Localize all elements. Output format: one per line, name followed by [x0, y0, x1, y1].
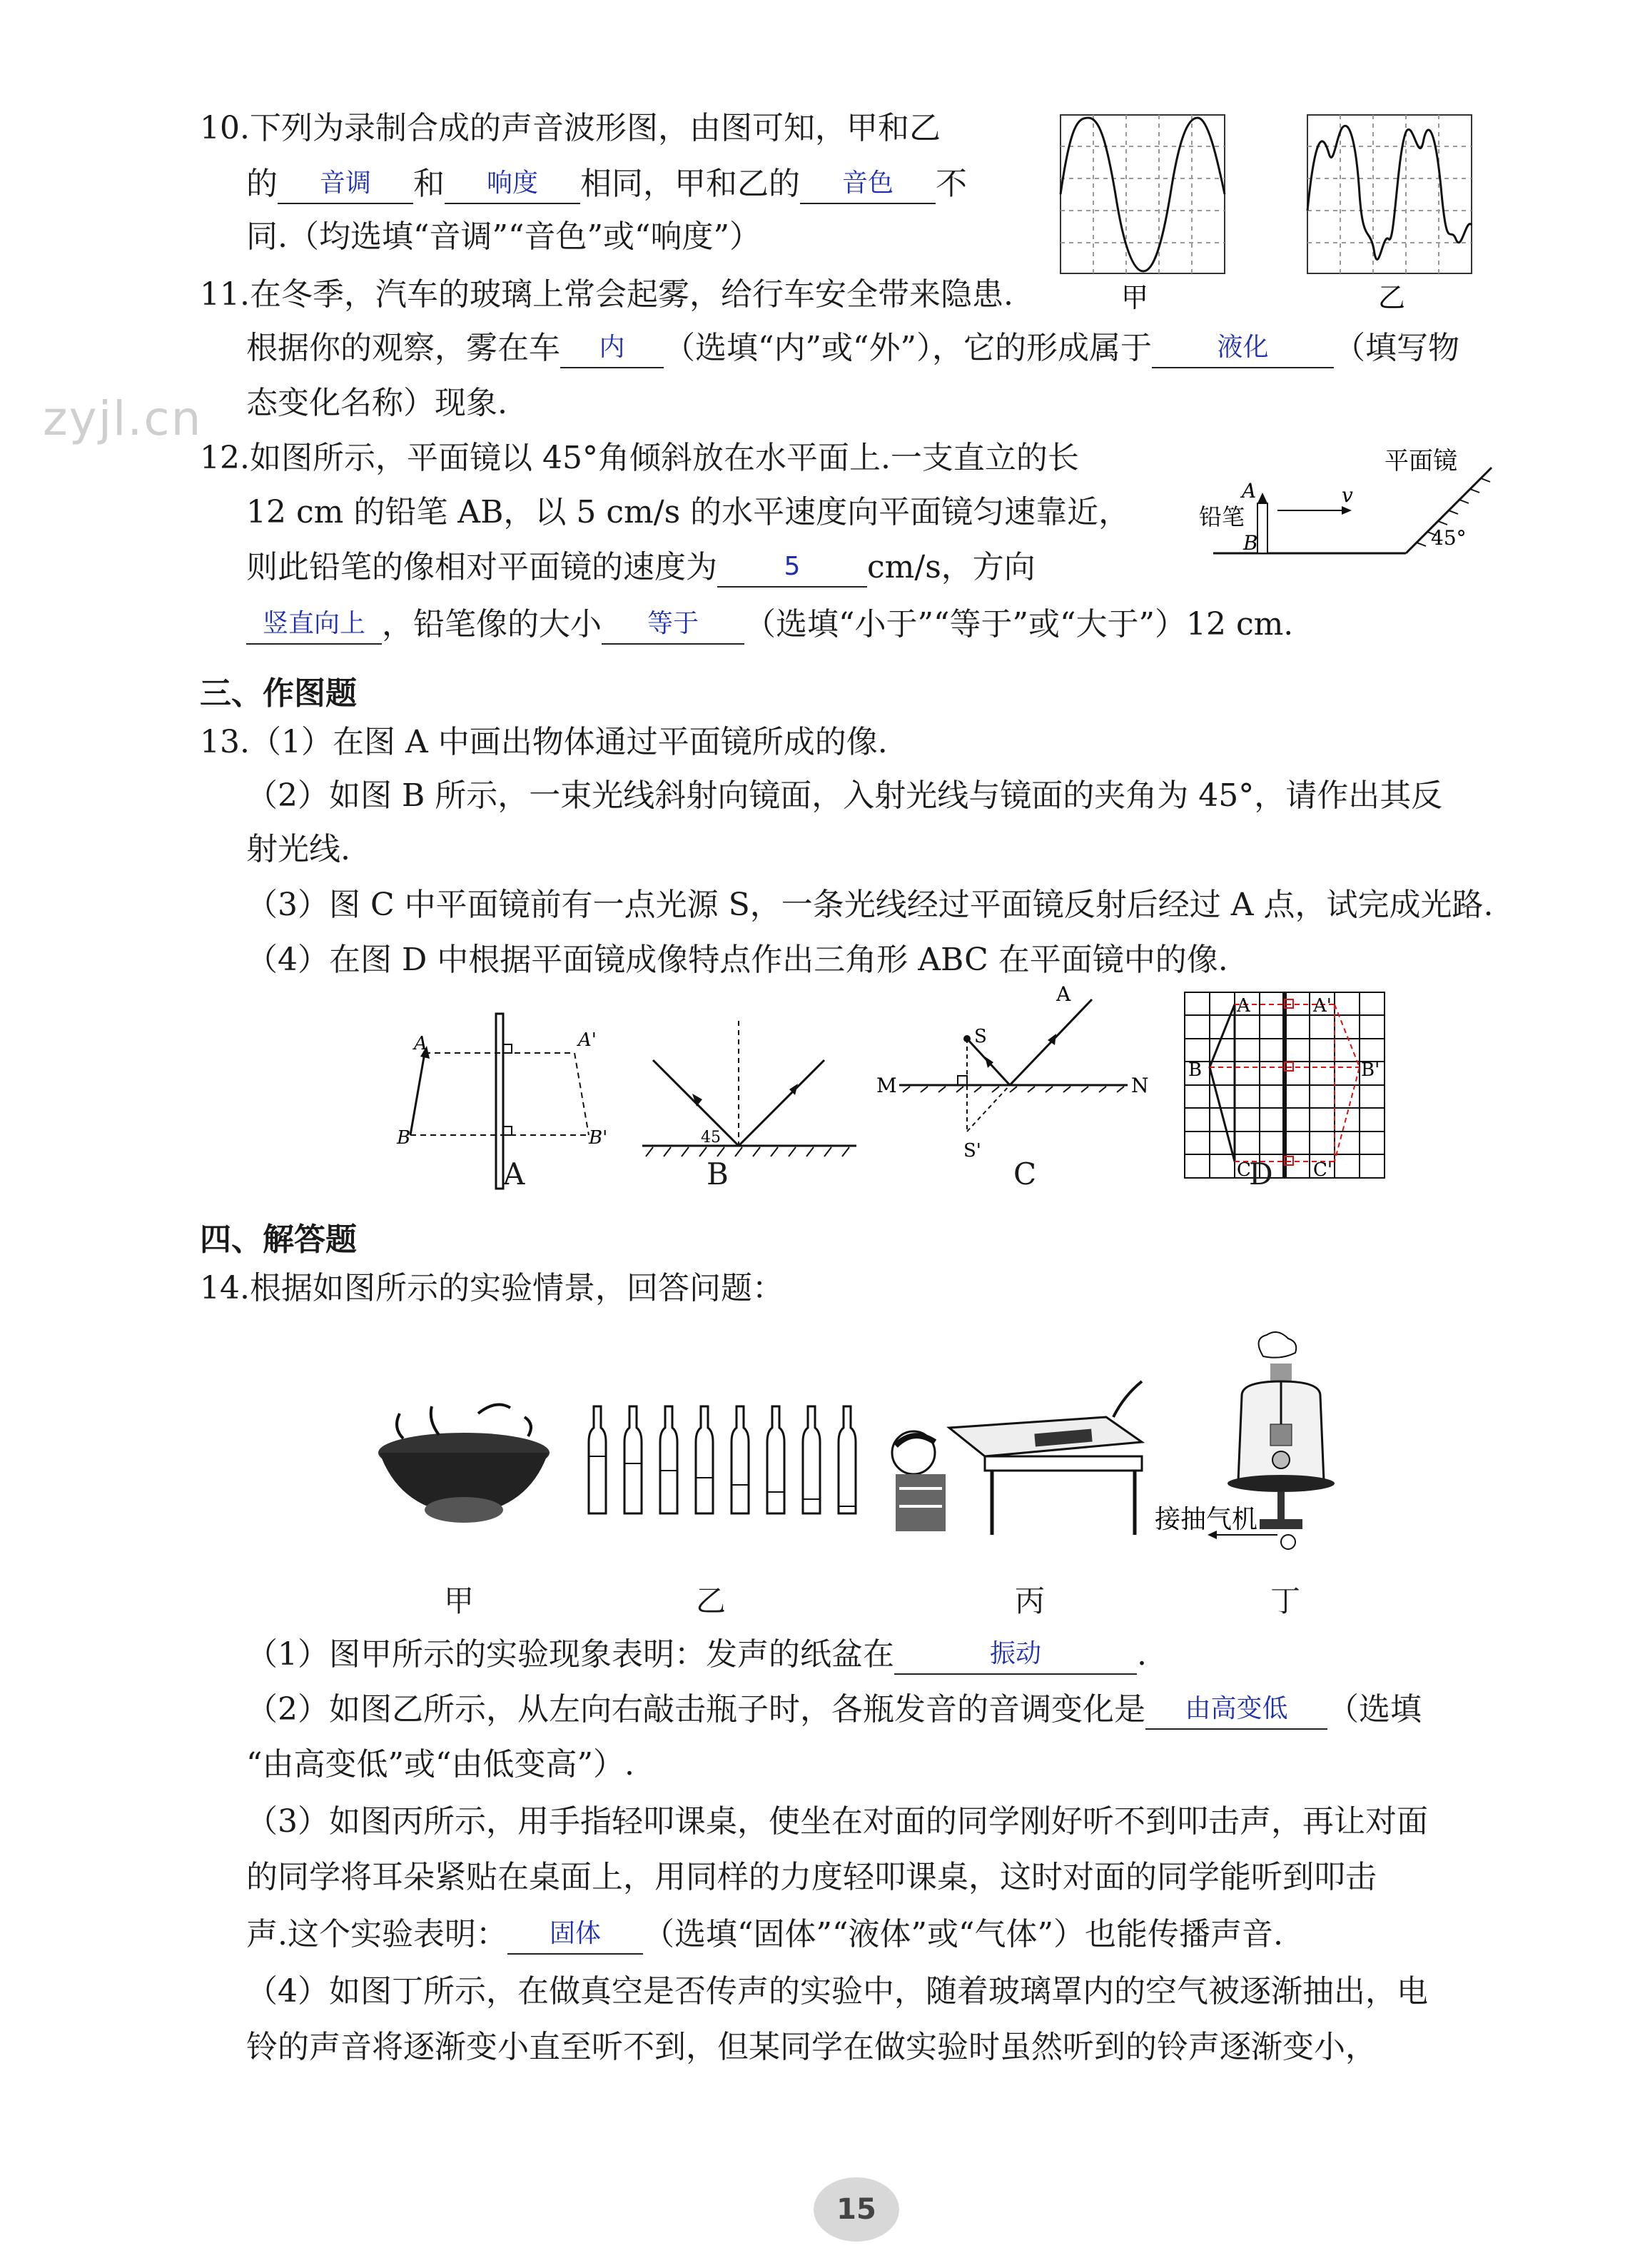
answer-blank[interactable]: 5	[717, 548, 867, 588]
label-S2: S'	[963, 1140, 981, 1161]
text: 根据你的观察，雾在车	[246, 330, 560, 366]
q13-line3: 射光线.	[246, 831, 350, 867]
label-S: S	[974, 1026, 987, 1047]
text: 相同，甲和乙的	[580, 166, 800, 202]
label: B'	[1361, 1059, 1380, 1081]
label-A: A	[1242, 479, 1257, 503]
q12-line4	[246, 603, 1293, 647]
answer-blank[interactable]: 固体	[507, 1915, 643, 1955]
answer-blank[interactable]: 音色	[800, 164, 936, 204]
q10-line2	[246, 163, 967, 207]
q14-p3	[246, 1913, 1283, 1957]
q11-line2	[246, 327, 1459, 371]
q11-line3: 态变化名称）现象.	[246, 385, 507, 421]
waveform-figure	[1056, 111, 1599, 311]
answer-blank[interactable]: 响度	[445, 164, 580, 204]
watermark: zyjl.cn	[43, 391, 203, 446]
bottles-illustration	[589, 1406, 856, 1513]
q13-line4: （3）图 C 中平面镜前有一点光源 S，一条光线经过平面镜反射后经过 A 点，试完成光路.	[246, 887, 1494, 923]
label-jia: 甲	[1120, 282, 1149, 313]
text: 声.这个实验表明：	[246, 1916, 507, 1952]
text: 和	[413, 166, 445, 202]
label: A	[1237, 995, 1250, 1017]
label-pump: 接抽气机	[1155, 1504, 1258, 1533]
text: （1）图甲所示的实验现象表明：发声的纸盆在	[246, 1636, 894, 1673]
text: （填写物	[1333, 330, 1459, 366]
speaker-illustration	[378, 1405, 550, 1523]
q14-illustrations	[371, 1328, 1413, 1578]
answer-blank[interactable]: 等于	[602, 605, 744, 645]
desk-illustration	[892, 1381, 1142, 1535]
q14-p3a: （3）如图丙所示，用手指轻叩课桌，使坐在对面的同学刚好听不到叩击声，再让对面	[246, 1803, 1428, 1840]
label-yi: 乙	[1377, 282, 1406, 313]
label: A'	[578, 1029, 597, 1051]
q13-line5: （4）在图 D 中根据平面镜成像特点作出三角形 ABC 在平面镜中的像.	[246, 942, 1228, 978]
q10-line3: 同.（均选填“音调”“音色”或“响度”）	[246, 218, 761, 255]
q13-line1: 13.（1）在图 A 中画出物体通过平面镜所成的像.	[200, 724, 888, 760]
label-A: A	[1056, 982, 1071, 1006]
q12-line3	[246, 546, 1036, 590]
answer-blank[interactable]: 竖直向上	[246, 605, 382, 645]
caption-bing: 丙	[1015, 1583, 1046, 1618]
section-3-title: 三、作图题	[200, 675, 357, 712]
figure-d	[1181, 989, 1388, 1181]
mirror-pencil-figure	[1199, 439, 1499, 568]
text: 的	[246, 166, 278, 202]
caption-jia: 甲	[444, 1583, 475, 1618]
section-4-title: 四、解答题	[200, 1221, 357, 1258]
text: 则此铅笔的像相对平面镜的速度为	[246, 549, 717, 585]
q14-p4b: 铃的声音将逐渐变小直至听不到，但某同学在做实验时虽然听到的铃声逐渐变小，	[246, 2029, 1377, 2065]
text: （2）如图乙所示，从左向右敲击瓶子时，各瓶发音的音调变化是	[246, 1691, 1145, 1728]
q14-p1	[246, 1633, 1147, 1678]
answer-blank[interactable]: 由高变低	[1145, 1690, 1327, 1730]
q13-line2: （2）如图 B 所示，一束光线斜射向镜面，入射光线与镜面的夹角为 45°，请作出其反	[246, 777, 1443, 814]
text: ，铅笔像的大小	[382, 606, 602, 642]
q11-line1: 11.在冬季，汽车的玻璃上常会起雾，给行车安全带来隐患.	[200, 276, 1013, 313]
q12-line1: 12.如图所示，平面镜以 45°角倾斜放在水平面上.一支直立的长	[200, 440, 1079, 476]
text: （选填“固体”“液体”或“气体”）也能传播声音.	[643, 1916, 1283, 1952]
q10-line1: 10.下列为录制合成的声音波形图，由图可知，甲和乙	[200, 110, 941, 146]
label: C	[1237, 1159, 1251, 1181]
caption-yi: 乙	[696, 1583, 727, 1618]
label-M: M	[876, 1074, 897, 1097]
label: A'	[1313, 995, 1332, 1017]
text: 不	[936, 166, 967, 202]
text: （选填	[1327, 1691, 1422, 1728]
label-pencil: 铅笔	[1199, 503, 1245, 530]
figure-b	[628, 1007, 871, 1185]
caption-b: B	[707, 1156, 729, 1191]
text: .	[1137, 1636, 1147, 1673]
figure-c	[871, 982, 1170, 1185]
label-45: 45	[701, 1129, 721, 1146]
page-number: 15	[814, 2177, 899, 2242]
answer-blank[interactable]: 音调	[278, 164, 413, 204]
label-N: N	[1131, 1074, 1149, 1097]
caption-c: C	[1013, 1156, 1037, 1191]
label-B: B	[1243, 531, 1258, 555]
q14-p2	[246, 1688, 1422, 1733]
text: （选填“小于”“等于”或“大于”）12 cm.	[744, 606, 1294, 642]
wave-jia	[1061, 118, 1225, 271]
q14-p2c: “由高变低”或“由低变高”）.	[246, 1746, 634, 1783]
figure-a	[385, 1007, 608, 1192]
caption-ding: 丁	[1270, 1583, 1301, 1618]
text: （选填“内”或“外”），它的形成属于	[664, 330, 1152, 366]
text: cm/s，方向	[867, 549, 1036, 585]
q14-p3b: 的同学将耳朵紧贴在桌面上，用同样的力度轻叩课桌，这时对面的同学能听到叩击	[246, 1859, 1377, 1895]
label-v: v	[1342, 483, 1353, 507]
label-mirror: 平面镜	[1385, 447, 1457, 475]
q14-intro: 14.根据如图所示的实验情景，回答问题：	[200, 1270, 784, 1306]
answer-blank[interactable]: 液化	[1152, 328, 1334, 368]
caption-d: D	[1249, 1156, 1273, 1191]
label: B'	[589, 1127, 608, 1149]
answer-blank[interactable]: 振动	[894, 1635, 1137, 1675]
label: C'	[1313, 1159, 1333, 1181]
answer-blank[interactable]: 内	[560, 328, 664, 368]
q12-line2: 12 cm 的铅笔 AB，以 5 cm/s 的水平速度向平面镜匀速靠近，	[246, 494, 1130, 530]
label: B	[397, 1127, 411, 1149]
q14-p4a: （4）如图丁所示，在做真空是否传声的实验中，随着玻璃罩内的空气被逐渐抽出，电	[246, 1973, 1428, 2010]
label: A	[414, 1033, 427, 1054]
label: B	[1188, 1059, 1203, 1081]
label-45: 45°	[1431, 526, 1467, 550]
caption-a: A	[503, 1156, 525, 1191]
